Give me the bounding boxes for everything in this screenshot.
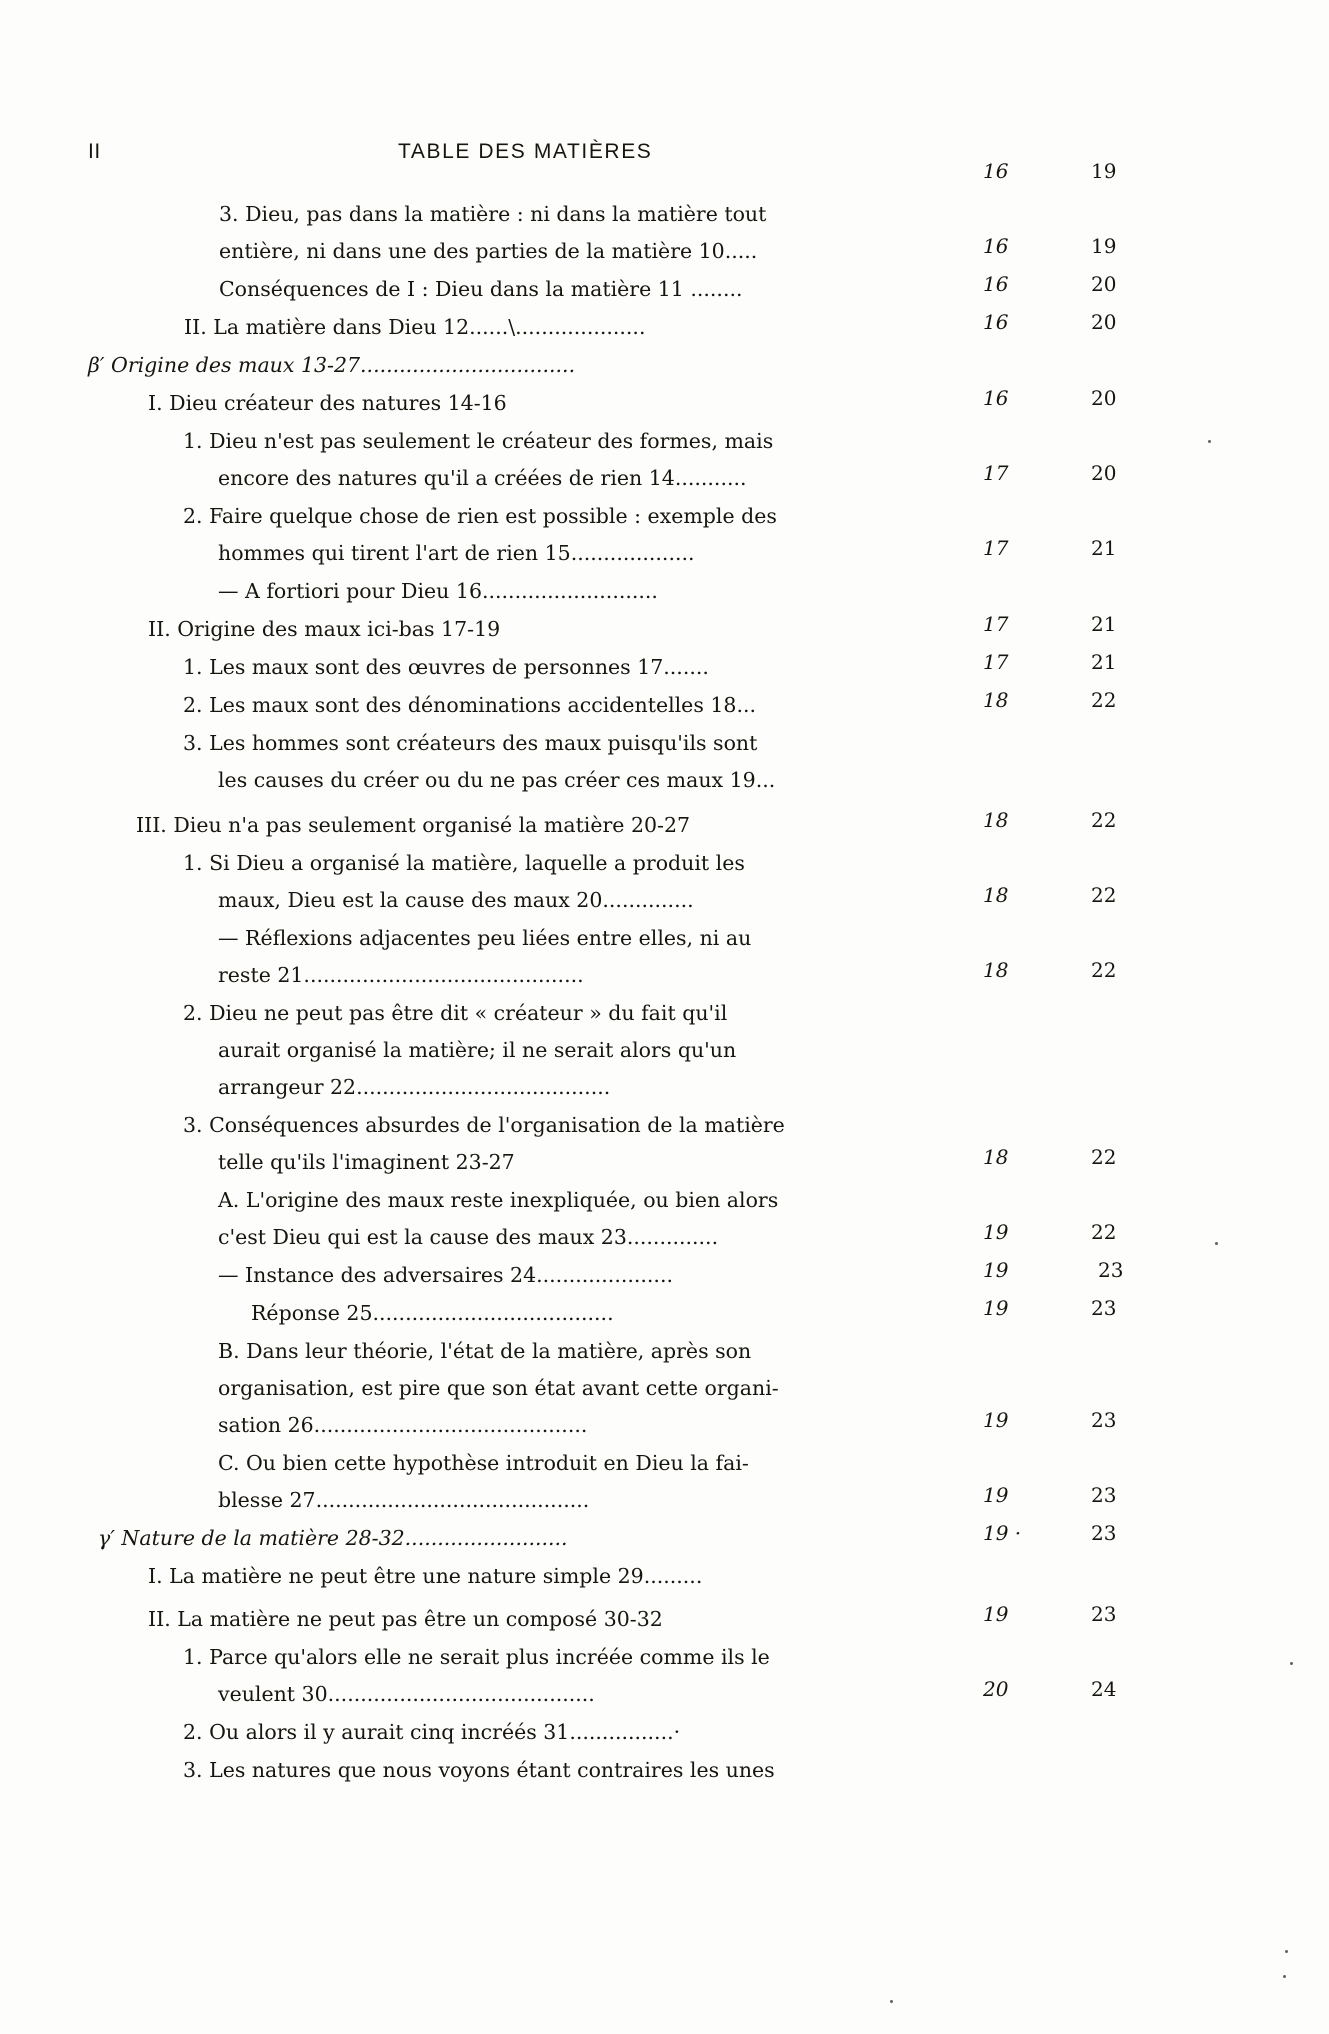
- toc-entry-line: II. Origine des maux ici-bas 17-19: [148, 617, 501, 641]
- toc-page-secondary: 23: [1091, 1483, 1117, 1507]
- toc-page-secondary: 24: [1091, 1677, 1117, 1701]
- toc-page-secondary: 22: [1091, 883, 1117, 907]
- scan-artifact-dot: [1290, 1662, 1293, 1665]
- toc-entry-line: B. Dans leur théorie, l'état de la matière, après son: [218, 1339, 752, 1363]
- toc-page-secondary: 23: [1091, 1521, 1117, 1545]
- toc-entry-line: 1. Dieu n'est pas seulement le créateur des formes, mais: [183, 429, 774, 453]
- toc-page-primary: 16: [983, 386, 1009, 410]
- toc-entry-line: reste 21...........................................: [218, 963, 584, 987]
- toc-page-secondary: 19: [1091, 234, 1117, 258]
- toc-entry-line: Réponse 25.....................................: [251, 1301, 614, 1325]
- scan-artifact-dot: [1208, 440, 1211, 443]
- toc-entry-line: sation 26..........................................: [218, 1413, 588, 1437]
- toc-entry-line: 1. Parce qu'alors elle ne serait plus incréée comme ils le: [183, 1645, 770, 1669]
- toc-entry-line: 3. Conséquences absurdes de l'organisation de la matière: [183, 1113, 785, 1137]
- toc-entry-line: hommes qui tirent l'art de rien 15...................: [218, 541, 695, 565]
- toc-entry-line: II. La matière dans Dieu 12......\....................: [184, 315, 646, 339]
- toc-page-secondary: 22: [1091, 1220, 1117, 1244]
- scan-artifact-dot: [1215, 1242, 1218, 1245]
- toc-entry: [88, 385, 1248, 422]
- toc-entry-line: 2. Les maux sont des dénominations accidentelles 18...: [183, 693, 756, 717]
- toc-entry-line: γ′ Nature de la matière 28-32.........................: [98, 1526, 568, 1550]
- toc-entry-line: — A fortiori pour Dieu 16...........................: [218, 579, 658, 603]
- toc-entry-line: 2. Faire quelque chose de rien est possible : exemple des: [183, 504, 777, 528]
- toc-entry-line: β′ Origine des maux 13-27.................................: [88, 353, 576, 377]
- toc-entry: [88, 1601, 1248, 1638]
- toc-page-primary: 18: [983, 688, 1009, 712]
- toc-page-secondary: 22: [1091, 808, 1117, 832]
- scan-artifact-dot: [1285, 1950, 1288, 1953]
- toc-entry-line: 2. Ou alors il y aurait cinq incréés 31................·: [183, 1720, 681, 1744]
- toc-entry-line: — Réflexions adjacentes peu liées entre elles, ni au: [218, 926, 752, 950]
- toc-page-primary: 19: [983, 1258, 1009, 1282]
- toc-page-secondary: 22: [1091, 958, 1117, 982]
- toc-page-secondary: 23: [1091, 1602, 1117, 1626]
- toc-entry: [88, 1107, 1248, 1181]
- toc-page-secondary: 22: [1091, 1145, 1117, 1169]
- toc-entry-line: A. L'origine des maux reste inexpliquée, ou bien alors: [218, 1188, 779, 1212]
- toc-page-secondary: 19: [1091, 159, 1117, 183]
- toc-page-secondary: 20: [1091, 310, 1117, 334]
- toc-page-primary: 17: [983, 536, 1009, 560]
- toc-entry: [88, 807, 1248, 844]
- toc-entry-line: 1. Si Dieu a organisé la matière, laquelle a produit les: [183, 851, 745, 875]
- toc-page-primary: 18: [983, 883, 1009, 907]
- toc-entry-line: telle qu'ils l'imaginent 23-27: [218, 1150, 515, 1174]
- table-of-contents: [88, 159, 1248, 1790]
- toc-page-primary: 19: [983, 1296, 1009, 1320]
- toc-page-secondary: 20: [1091, 386, 1117, 410]
- toc-page-primary: 19: [983, 1483, 1009, 1507]
- toc-entry-line: II. La matière ne peut pas être un composé 30-32: [148, 1607, 663, 1631]
- page-header: [88, 140, 1238, 170]
- toc-entry: [88, 611, 1248, 648]
- toc-entry-line: 3. Dieu, pas dans la matière : ni dans la matière tout: [219, 202, 767, 226]
- toc-page-secondary: 23: [1098, 1258, 1124, 1282]
- toc-page-primary: 17: [983, 612, 1009, 636]
- toc-page-secondary: 23: [1091, 1296, 1117, 1320]
- toc-page-primary: 18: [983, 1145, 1009, 1169]
- toc-page-secondary: 21: [1091, 612, 1117, 636]
- toc-entry-line: Conséquences de I : Dieu dans la matière 11 ........: [219, 277, 743, 301]
- toc-page-primary: 17: [983, 650, 1009, 674]
- toc-page-secondary: 20: [1091, 461, 1117, 485]
- toc-page-primary: 16: [983, 272, 1009, 296]
- scan-artifact-dot: [890, 2000, 893, 2003]
- toc-entry-line: 1. Les maux sont des œuvres de personnes 17.......: [183, 655, 709, 679]
- toc-page-primary: 16: [983, 234, 1009, 258]
- toc-page-primary: 18: [983, 808, 1009, 832]
- toc-entry-line: veulent 30.........................................: [218, 1682, 595, 1706]
- toc-entry-line: organisation, est pire que son état avant cette organi-: [218, 1376, 779, 1400]
- toc-page-secondary: 22: [1091, 688, 1117, 712]
- toc-entry-line: encore des natures qu'il a créées de rien 14...........: [218, 466, 747, 490]
- toc-entry-line: III. Dieu n'a pas seulement organisé la matière 20-27: [136, 813, 691, 837]
- toc-page-secondary: 21: [1091, 536, 1117, 560]
- toc-entry: [88, 1752, 1248, 1789]
- toc-entry-line: arrangeur 22.......................................: [218, 1075, 611, 1099]
- toc-page-primary: 17: [983, 461, 1009, 485]
- toc-entry-line: — Instance des adversaires 24.....................: [218, 1263, 673, 1287]
- toc-page-primary: 16: [983, 310, 1009, 334]
- running-title: TABLE DES MATIÈRES: [398, 140, 653, 163]
- toc-page-primary: 19: [983, 1602, 1009, 1626]
- toc-entry-line: 3. Les natures que nous voyons étant contraires les unes: [183, 1758, 775, 1782]
- scan-artifact-dot: [1283, 1975, 1286, 1978]
- toc-entry-line: 3. Les hommes sont créateurs des maux puisqu'ils sont: [183, 731, 758, 755]
- toc-entry-line: aurait organisé la matière; il ne serait alors qu'un: [218, 1038, 737, 1062]
- toc-entry-line: C. Ou bien cette hypothèse introduit en Dieu la fai-: [218, 1451, 749, 1475]
- toc-page-primary: 18: [983, 958, 1009, 982]
- toc-entry: [88, 159, 1248, 270]
- toc-page-primary: 19: [983, 1220, 1009, 1244]
- toc-page-secondary: 20: [1091, 272, 1117, 296]
- toc-entry-line: maux, Dieu est la cause des maux 20..............: [218, 888, 694, 912]
- toc-page-primary: 19 ·: [983, 1521, 1022, 1545]
- toc-page-primary: 16: [983, 159, 1009, 183]
- toc-entry-line: I. Dieu créateur des natures 14-16: [148, 391, 507, 415]
- folio-number: II: [88, 140, 101, 163]
- toc-entry-line: blesse 27..........................................: [218, 1488, 590, 1512]
- toc-entry-line: entière, ni dans une des parties de la matière 10.....: [219, 239, 758, 263]
- toc-entry-line: I. La matière ne peut être une nature simple 29.........: [148, 1564, 703, 1588]
- toc-entry-line: les causes du créer ou du ne pas créer ces maux 19...: [218, 768, 776, 792]
- toc-entry-line: c'est Dieu qui est la cause des maux 23..............: [218, 1225, 719, 1249]
- toc-page-secondary: 23: [1091, 1408, 1117, 1432]
- toc-page-secondary: 21: [1091, 650, 1117, 674]
- toc-page-primary: 20: [983, 1677, 1009, 1701]
- toc-page-primary: 19: [983, 1408, 1009, 1432]
- toc-entry-line: 2. Dieu ne peut pas être dit « créateur » du fait qu'il: [183, 1001, 728, 1025]
